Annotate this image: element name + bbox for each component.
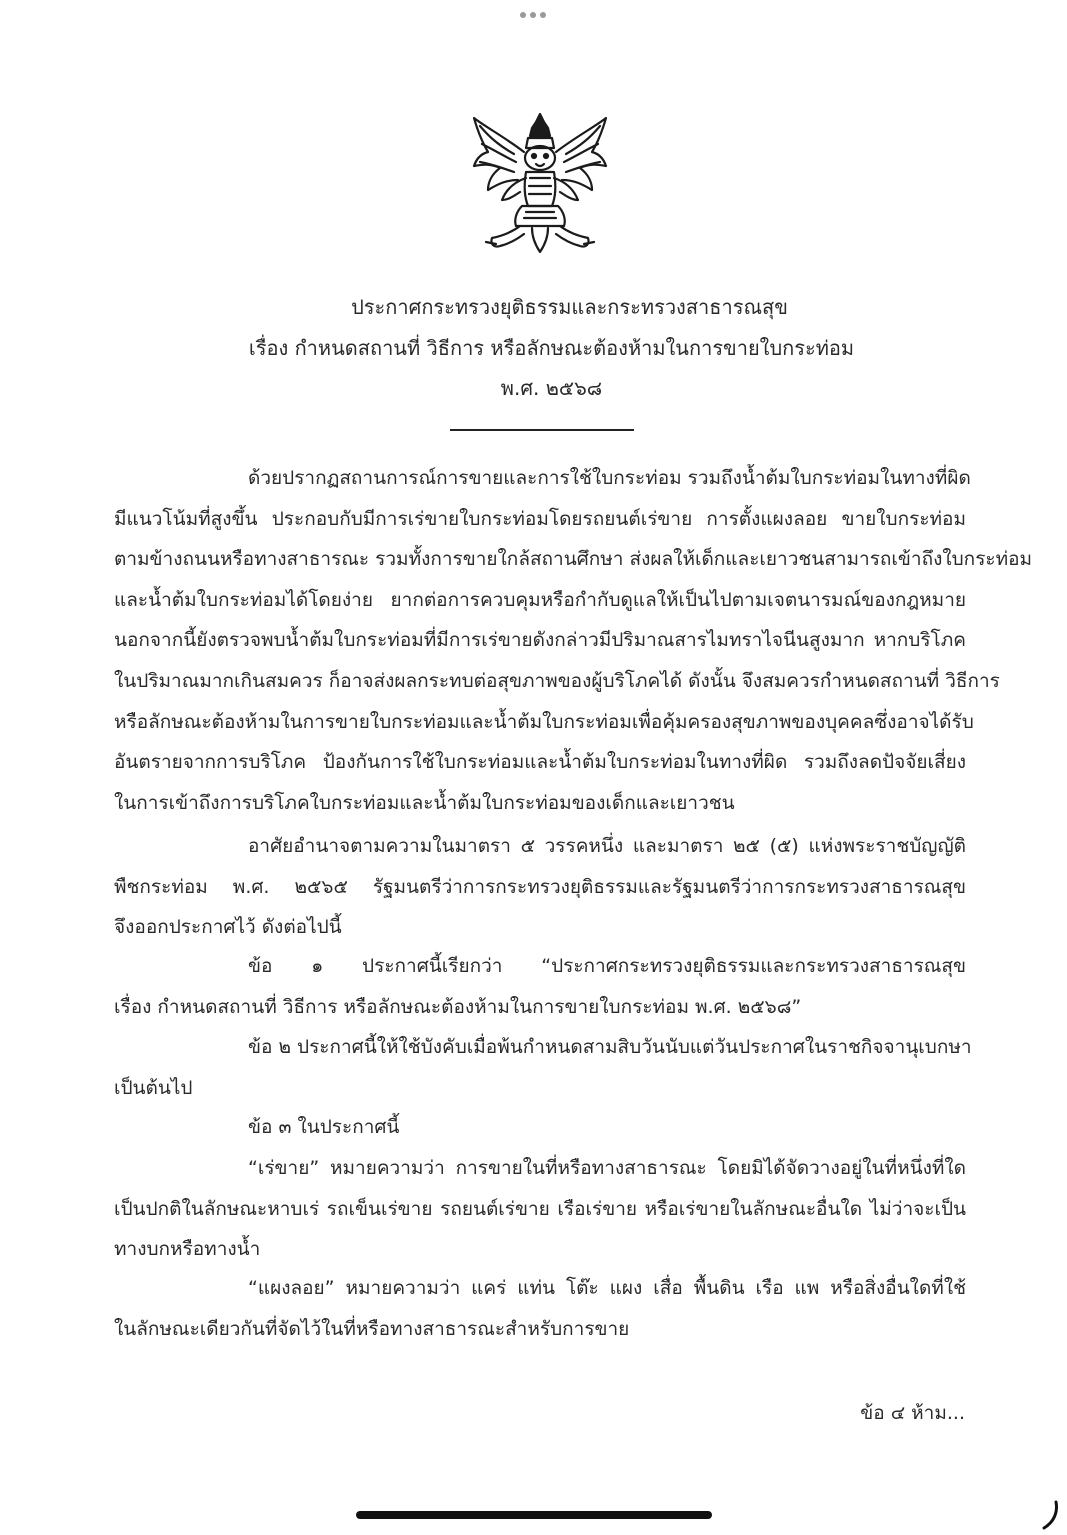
definition-stall xyxy=(114,1268,966,1349)
more-dots-icon[interactable] xyxy=(513,8,553,22)
preamble-paragraph xyxy=(114,458,1033,823)
authority-paragraph xyxy=(114,826,966,948)
paragraph-line: ข้อ ๒ ประกาศนี้ให้ใช้บังคับเมื่อพ้นกำหนดสามสิบวันนับแต่วันประกาศในราชกิจจานุเบกษา xyxy=(248,1036,972,1058)
clause-3 xyxy=(114,1107,966,1148)
paragraph-line: “เร่ขาย” หมายความว่า การขายในที่หรือทางสาธารณะ โดยมิได้จัดวางอยู่ในที่หนึ่งที่ใด xyxy=(248,1157,966,1179)
paragraph-line: ด้วยปรากฏสถานการณ์การขายและการใช้ใบกระท่อม รวมถึงน้ำต้มใบกระท่อมในทางที่ผิด xyxy=(248,467,971,489)
paragraph-line: นอกจากนี้ยังตรวจพบน้ำต้มใบกระท่อมที่มีการเร่ขายดังกล่าวมีปริมาณสารไมทราไจนีนสูงมาก หากบริโภค xyxy=(114,629,966,652)
announcement-subject: เรื่อง กำหนดสถานที่ วิธีการ หรือลักษณะต้องห้ามในการขายใบกระท่อม xyxy=(248,336,855,360)
announcement-year: พ.ศ. ๒๕๖๘ xyxy=(500,376,603,400)
paragraph-line: ทางบกหรือทางน้ำ xyxy=(114,1238,261,1261)
home-indicator[interactable] xyxy=(356,1511,712,1519)
paragraph-line: มีแนวโน้มที่สูงขึ้น ประกอบกับมีการเร่ขายใบกระท่อมโดยรถยนต์เร่ขาย การตั้งแผงลอย ขายใบกระท่อม xyxy=(114,507,966,530)
announcement-title: ประกาศกระทรวงยุติธรรมและกระทรวงสาธารณสุข xyxy=(351,295,788,319)
paragraph-line: เป็นต้นไป xyxy=(114,1076,193,1099)
paragraph-line: หรือลักษณะต้องห้ามในการขายใบกระท่อมและน้ำต้มใบกระท่อมเพื่อคุ้มครองสุขภาพของบุคคลซึ่งอาจได้รับ xyxy=(114,710,974,733)
title-divider xyxy=(450,429,634,431)
paragraph-line: จึงออกประกาศไว้ ดังต่อไปนี้ xyxy=(114,916,342,939)
continuation-note: ข้อ ๔ ห้าม... xyxy=(860,1402,965,1424)
paragraph-line: พืชกระท่อม พ.ศ. ๒๕๖๕ รัฐมนตรีว่าการกระทรวงยุติธรรมและรัฐมนตรีว่าการกระทรวงสาธารณสุข xyxy=(114,875,966,898)
paragraph-line: เรื่อง กำหนดสถานที่ วิธีการ หรือลักษณะต้องห้ามในการขายใบกระท่อม พ.ศ. ๒๕๖๘” xyxy=(114,995,802,1018)
clause-2 xyxy=(114,1027,972,1108)
paragraph-line: เป็นปกติในลักษณะหาบเร่ รถเข็นเร่ขาย รถยนต์เร่ขาย เรือเร่ขาย หรือเร่ขายในลักษณะอื่นใด ไม่ว่าจะเป็น xyxy=(114,1197,966,1220)
paragraph-line: อาศัยอำนาจตามความในมาตรา ๕ วรรคหนึ่ง และมาตรา ๒๕ (๕) แห่งพระราชบัญญัติ xyxy=(248,835,966,857)
paragraph-line: ข้อ ๓ ในประกาศนี้ xyxy=(248,1116,400,1138)
paragraph-line: ในการเข้าถึงการบริโภคใบกระท่อมและน้ำต้มใบกระท่อมของเด็กและเยาวชน xyxy=(114,791,735,814)
paragraph-line: และน้ำต้มใบกระท่อมได้โดยง่าย ยากต่อการควบคุมหรือกำกับดูแลให้เป็นไปตามเจตนารมณ์ของกฎหมาย xyxy=(114,588,966,611)
garuda-emblem-icon xyxy=(466,108,614,258)
corner-mark-icon xyxy=(1040,1498,1062,1532)
paragraph-line: ตามข้างถนนหรือทางสาธารณะ รวมทั้งการขายใกล้สถานศึกษา ส่งผลให้เด็กและเยาวชนสามารถเข้าถึงใบกระท่อม xyxy=(114,548,1033,571)
paragraph-line: อันตรายจากการบริโภค ป้องกันการใช้ใบกระท่อมและน้ำต้มใบกระท่อมในทางที่ผิด รวมถึงลดปัจจัยเสี่ยง xyxy=(114,751,966,774)
paragraph-line: ในปริมาณมากเกินสมควร ก็อาจส่งผลกระทบต่อสุขภาพของผู้บริโภคได้ ดังนั้น จึงสมควรกำหนดสถานที่ วิธีการ xyxy=(114,669,1000,692)
paragraph-line: ข้อ ๑ ประกาศนี้เรียกว่า “ประกาศกระทรวงยุติธรรมและกระทรวงสาธารณสุข xyxy=(248,955,966,977)
clause-1 xyxy=(114,946,966,1027)
paragraph-line: “แผงลอย” หมายความว่า แคร่ แท่น โต๊ะ แผง เสื่อ พื้นดิน เรือ แพ หรือสิ่งอื่นใดที่ใช้ xyxy=(248,1277,966,1299)
paragraph-line: ในลักษณะเดียวกันที่จัดไว้ในที่หรือทางสาธารณะสำหรับการขาย xyxy=(114,1317,630,1340)
definition-peddling xyxy=(114,1148,966,1270)
